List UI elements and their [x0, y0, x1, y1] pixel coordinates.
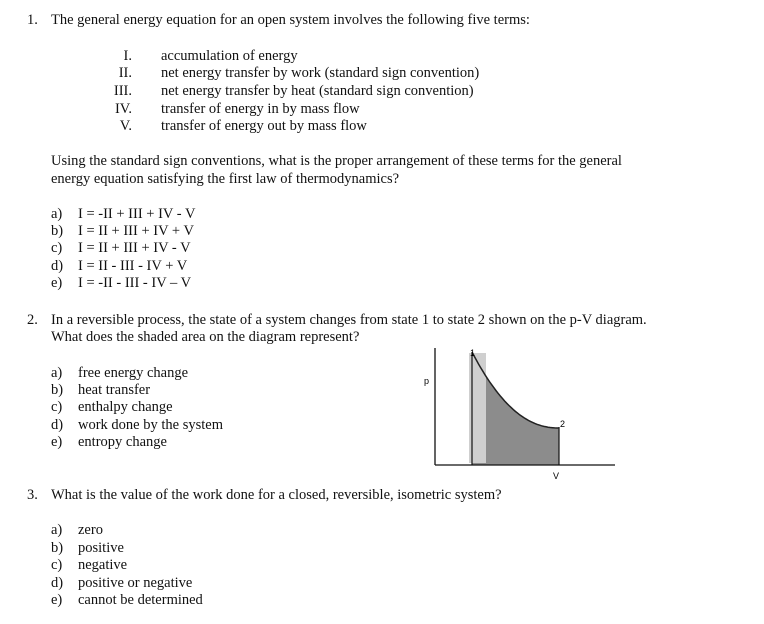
- option-text[interactable]: negative: [78, 557, 128, 573]
- q1-stem: The general energy equation for an open system involves the following five terms:: [51, 12, 530, 28]
- pv-state2-label: 2: [560, 419, 566, 429]
- option-letter[interactable]: a): [51, 522, 63, 538]
- option-letter[interactable]: e): [51, 275, 63, 291]
- term-numeral: III.: [113, 83, 132, 99]
- option-text[interactable]: entropy change: [78, 434, 167, 450]
- option-text[interactable]: I = II + III + IV - V: [78, 240, 191, 256]
- option-text[interactable]: zero: [78, 522, 103, 538]
- option-letter[interactable]: d): [51, 575, 64, 591]
- pv-y-axis-label: p: [424, 376, 430, 386]
- q3-stem: What is the value of the work done for a closed, reversible, isometric system?: [51, 487, 502, 503]
- option-text[interactable]: I = -II - III - IV – V: [78, 275, 192, 291]
- option-text[interactable]: positive or negative: [78, 575, 193, 591]
- q1-question-line2: energy equation satisfying the first law of thermodynamics?: [51, 171, 400, 187]
- option-letter[interactable]: a): [51, 365, 63, 381]
- option-text[interactable]: work done by the system: [78, 417, 223, 433]
- option-text[interactable]: enthalpy change: [78, 399, 173, 415]
- option-letter[interactable]: b): [51, 540, 64, 556]
- pv-diagram: [420, 340, 620, 485]
- option-letter[interactable]: e): [51, 592, 63, 608]
- option-letter[interactable]: d): [51, 417, 64, 433]
- term-text: transfer of energy in by mass flow: [161, 101, 360, 117]
- option-text[interactable]: positive: [78, 540, 124, 556]
- option-letter[interactable]: d): [51, 258, 64, 274]
- term-text: net energy transfer by heat (standard sign convention): [161, 83, 474, 99]
- q2-stem-line1: In a reversible process, the state of a system changes from state 1 to state 2 shown on the p-V diagram.: [51, 312, 647, 328]
- option-text[interactable]: cannot be determined: [78, 592, 203, 608]
- term-text: accumulation of energy: [161, 48, 298, 64]
- option-letter[interactable]: c): [51, 557, 63, 573]
- q1-question-line1: Using the standard sign conventions, what is the proper arrangement of these terms for the general: [51, 153, 622, 169]
- option-text[interactable]: I = II - III - IV + V: [78, 258, 188, 274]
- option-letter[interactable]: b): [51, 223, 64, 239]
- term-text: net energy transfer by work (standard sign convention): [161, 65, 480, 81]
- option-letter[interactable]: c): [51, 399, 63, 415]
- option-text[interactable]: I = -II + III + IV - V: [78, 206, 196, 222]
- q3-number: 3.: [27, 487, 38, 503]
- term-numeral: I.: [123, 48, 132, 64]
- pv-state1-label: 1: [470, 348, 476, 358]
- term-numeral: IV.: [114, 101, 132, 117]
- term-numeral: V.: [119, 118, 132, 134]
- q1-number: 1.: [27, 12, 38, 28]
- option-letter[interactable]: c): [51, 240, 63, 256]
- option-letter[interactable]: a): [51, 206, 63, 222]
- option-letter[interactable]: e): [51, 434, 63, 450]
- term-text: transfer of energy out by mass flow: [161, 118, 367, 134]
- pv-x-axis-label: V: [553, 471, 560, 481]
- q2-number: 2.: [27, 312, 38, 328]
- option-text[interactable]: I = II + III + IV + V: [78, 223, 194, 239]
- q2-stem-line2: What does the shaded area on the diagram represent?: [51, 329, 360, 345]
- option-letter[interactable]: b): [51, 382, 64, 398]
- option-text[interactable]: free energy change: [78, 365, 189, 381]
- option-text[interactable]: heat transfer: [78, 382, 151, 398]
- term-numeral: II.: [118, 65, 132, 81]
